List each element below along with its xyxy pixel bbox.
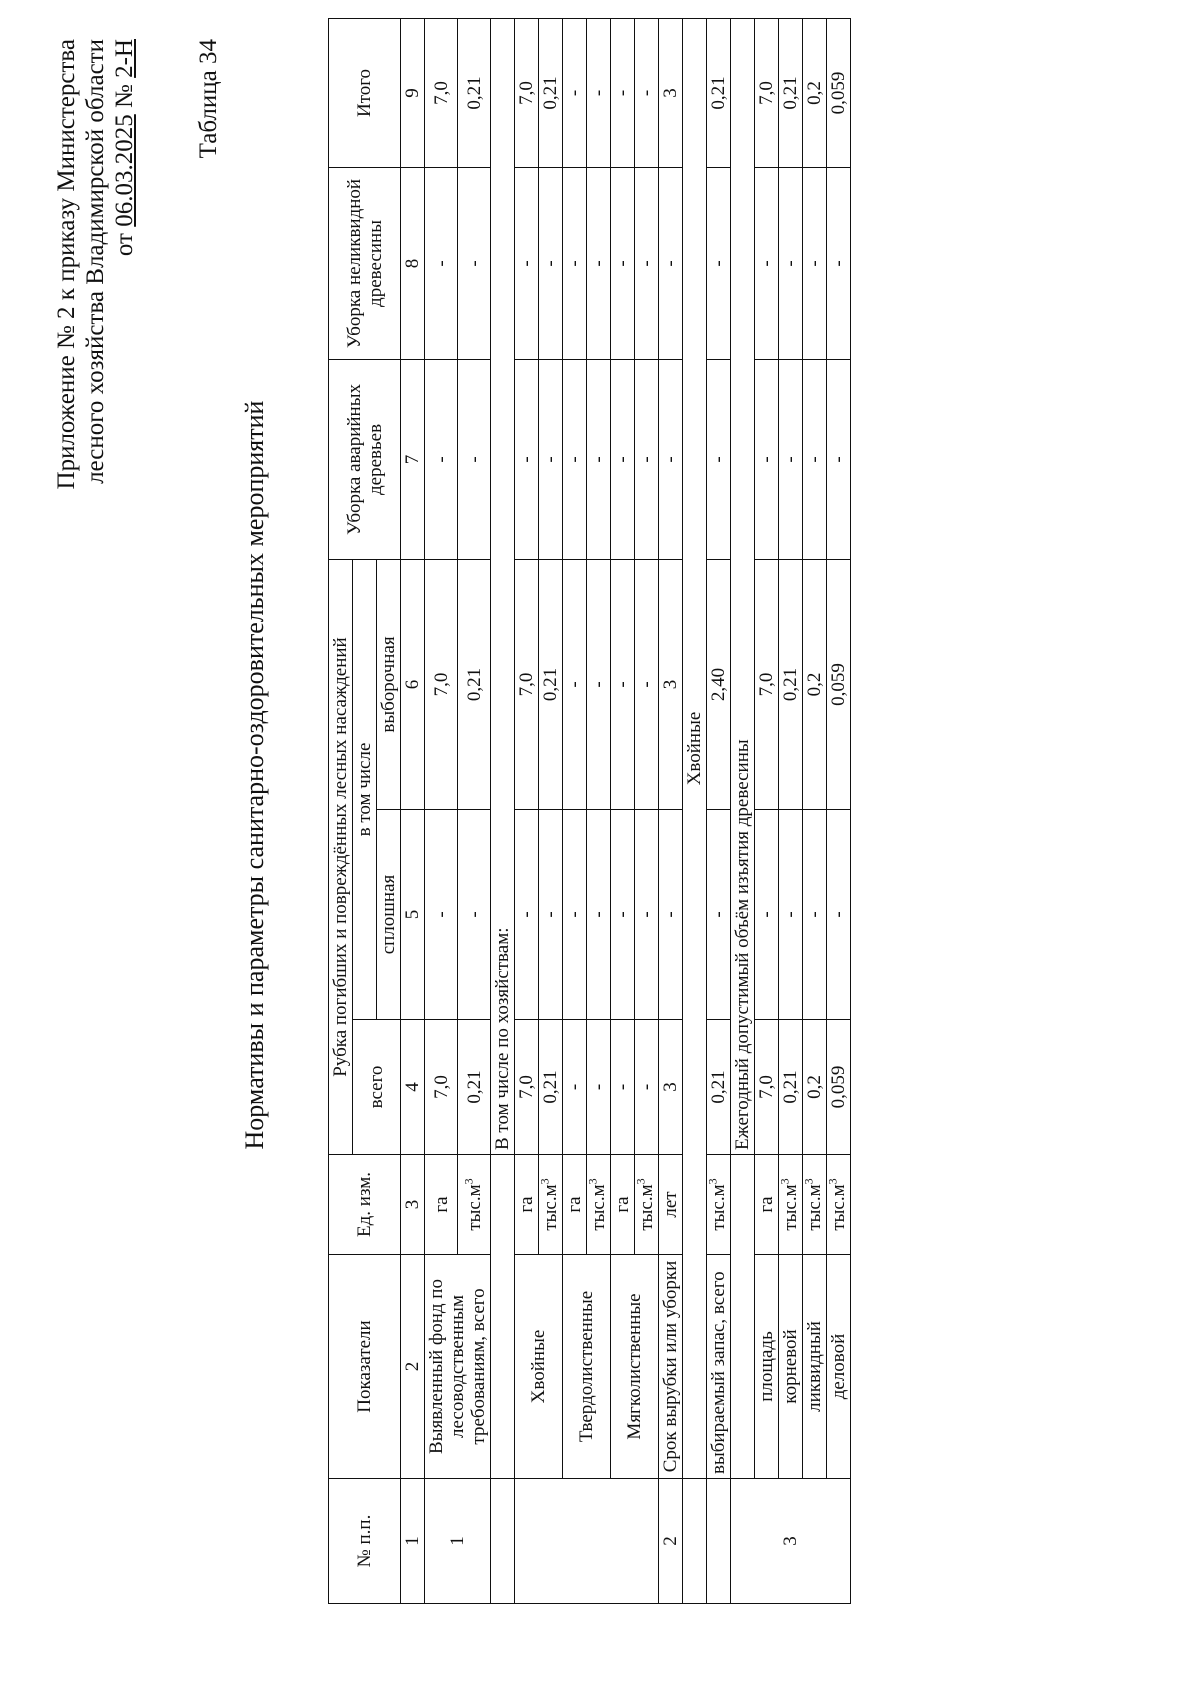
value-cell: 7,0 [425,559,458,809]
value-cell: 0,21 [707,18,731,167]
value-cell: 3 [659,1020,683,1155]
value-cell: - [425,810,458,1020]
unit-text: тыс.м [463,1184,485,1231]
value-cell: - [458,167,491,359]
section-label: Ежегодный допустимый объём изъятия древесины [731,18,755,1154]
idx-cell: 6 [401,559,425,809]
value-cell: - [611,167,635,359]
row-name: выбираемый запас, всего [707,1255,731,1479]
value-cell: - [515,167,539,359]
section-row [491,18,515,1603]
value-cell: 0,059 [827,18,851,167]
unit-text: тыс.м [708,1184,729,1231]
value-cell: - [515,359,539,559]
value-cell: - [635,18,659,167]
table-header [329,18,425,1603]
table-row [707,18,731,1603]
empty-cell [731,1155,755,1479]
value-cell: 0,21 [458,559,491,809]
idx-cell: 5 [401,810,425,1020]
row-name: Хвойные [515,1255,563,1479]
unit-text: тыс.м [540,1184,561,1231]
row-name: деловой [827,1255,851,1479]
section-label: В том числе по хозяйствам: [491,18,515,1154]
value-cell: - [539,810,563,1020]
table-row [827,18,851,1603]
unit-sup: 3 [825,1178,840,1185]
header-line-3 [110,39,139,539]
value-cell: - [659,359,683,559]
value-cell: 7,0 [755,18,779,167]
document-title: Нормативы и параметры санитарно-оздоровительных мероприятий [240,400,269,1150]
unit-sup: 3 [801,1178,816,1185]
row-num: 3 [731,1479,851,1604]
value-cell: - [803,359,827,559]
unit-cell [587,1155,611,1255]
unit-cell [779,1155,803,1255]
value-cell: - [827,359,851,559]
unit-sup: 3 [537,1178,552,1185]
row-num: 2 [659,1479,683,1604]
unit-text: тыс.м [828,1184,849,1231]
row-num [707,1479,731,1604]
value-cell: 7,0 [515,1020,539,1155]
row-name: корневой [779,1255,803,1479]
value-cell: - [611,1020,635,1155]
value-cell: 0,2 [803,559,827,809]
value-cell: 7,0 [755,1020,779,1155]
col-num-header: № п.п. [329,1479,401,1604]
value-cell: - [755,167,779,359]
value-cell: - [659,167,683,359]
unit-cell [458,1155,491,1255]
value-cell: 0,21 [707,1020,731,1155]
value-cell: - [611,359,635,559]
value-cell: - [635,1020,659,1155]
table-number: Таблица 34 [195,39,222,159]
value-cell: - [563,167,587,359]
value-cell: - [587,810,611,1020]
table-row [803,18,827,1603]
table-row [611,18,635,1603]
value-cell: - [635,359,659,559]
value-cell: 3 [659,559,683,809]
value-cell: 0,21 [458,18,491,167]
value-cell: - [635,167,659,359]
value-cell: - [611,559,635,809]
table-row [425,18,458,1603]
table-row [515,18,539,1603]
value-cell: - [587,359,611,559]
value-cell: - [707,810,731,1020]
row-name: Выявленный фонд по лесоводственным требованиям, всего [425,1255,491,1479]
row-name: площадь [755,1255,779,1479]
idx-cell: 9 [401,18,425,167]
row-num [491,1479,515,1604]
row-num [515,1479,659,1604]
header-line-2: лесного хозяйства Владимирской области [82,39,109,484]
unit-cell: га [425,1155,458,1255]
value-cell: 0,21 [539,18,563,167]
row-num [683,1479,707,1604]
from-label: от [111,233,138,257]
value-cell: - [587,1020,611,1155]
value-cell: - [635,810,659,1020]
value-cell: 0,059 [827,1020,851,1155]
value-cell: - [707,359,731,559]
row-name: ликвидный [803,1255,827,1479]
value-cell: - [563,18,587,167]
value-cell: - [611,18,635,167]
value-cell: 0,21 [539,1020,563,1155]
unit-sup: 3 [705,1178,720,1185]
idx-cell: 4 [401,1020,425,1155]
unit-sup: 3 [461,1178,476,1185]
col-clear-header: сплошная [377,810,401,1020]
header-line-1: Приложение № 2 к приказу Министерства [53,39,80,490]
unit-sup: 3 [585,1178,600,1185]
value-cell: - [779,167,803,359]
col-felling-header: Рубка погибших и повреждённых лесных насаждений [329,559,353,1154]
unit-sup: 3 [777,1178,792,1185]
value-cell: - [425,167,458,359]
value-cell: 7,0 [425,18,458,167]
row-name: Твердолиственные [563,1255,611,1479]
value-cell: 7,0 [425,1020,458,1155]
idx-cell: 3 [401,1155,425,1255]
unit-cell [707,1155,731,1255]
value-cell: 0,21 [779,1020,803,1155]
value-cell: 0,21 [779,18,803,167]
unit-text: тыс.м [804,1184,825,1231]
col-total-sum-header: Итого [329,18,401,167]
table-row [563,18,587,1603]
column-index-row [401,18,425,1603]
col-including-header: в том числе [353,559,377,1019]
col-total-header: всего [353,1020,401,1155]
value-cell: 2,40 [707,559,731,809]
col-emergency-header: Уборка аварийных деревьев [329,359,401,559]
idx-cell: 8 [401,167,425,359]
value-cell: - [515,810,539,1020]
unit-cell [539,1155,563,1255]
value-cell: 0,059 [827,559,851,809]
value-cell: - [458,359,491,559]
unit-text: тыс.м [636,1184,657,1231]
table-row [779,18,803,1603]
value-cell: - [755,359,779,559]
value-cell: - [779,359,803,559]
section-row [683,18,707,1603]
value-cell: - [458,810,491,1020]
unit-text: тыс.м [588,1184,609,1231]
col-indicator-header: Показатели [329,1255,401,1479]
value-cell: - [563,1020,587,1155]
col-unit-header: Ед. изм. [329,1155,401,1255]
unit-text: тыс.м [780,1184,801,1231]
unit-cell: га [611,1155,635,1255]
section-row [731,18,755,1603]
value-cell: - [707,167,731,359]
value-cell: 0,21 [539,559,563,809]
table-body [425,18,851,1603]
value-cell: 0,21 [458,1020,491,1155]
col-selective-header: выборочная [377,559,401,809]
unit-cell [827,1155,851,1255]
row-num: 1 [425,1479,491,1604]
unit-cell: га [755,1155,779,1255]
value-cell: - [755,810,779,1020]
unit-cell: га [515,1155,539,1255]
value-cell: - [779,810,803,1020]
value-cell: - [563,559,587,809]
value-cell: 0,2 [803,18,827,167]
unit-cell [803,1155,827,1255]
table-row [659,18,683,1603]
value-cell: - [539,167,563,359]
row-name: Мягколиственные [611,1255,659,1479]
value-cell: - [587,559,611,809]
value-cell: - [563,810,587,1020]
value-cell: 0,2 [803,1020,827,1155]
idx-cell: 7 [401,359,425,559]
value-cell: - [539,359,563,559]
value-cell: 7,0 [515,18,539,167]
order-number: 2-Н [111,39,138,78]
section-label: Хвойные [683,18,707,1478]
value-cell: 3 [659,18,683,167]
value-cell: 7,0 [755,559,779,809]
row-name: Срок вырубки или уборки [659,1255,683,1479]
idx-cell: 2 [401,1255,425,1479]
value-cell: 0,21 [779,559,803,809]
value-cell: - [635,559,659,809]
unit-sup: 3 [633,1178,648,1185]
number-label: № [111,84,138,108]
appendix-header [52,39,139,539]
value-cell: - [563,359,587,559]
order-date: 06.03.2025 [111,114,138,227]
value-cell: - [659,810,683,1020]
empty-cell [491,1155,515,1479]
col-illiquid-header: Уборка неликвидной древесины [329,167,401,359]
value-cell: - [587,18,611,167]
unit-cell: лет [659,1155,683,1255]
sanitary-measures-table [328,18,851,1604]
unit-cell: га [563,1155,587,1255]
value-cell: - [827,167,851,359]
value-cell: - [803,810,827,1020]
table-row [755,18,779,1603]
value-cell: 7,0 [515,559,539,809]
value-cell: - [611,810,635,1020]
value-cell: - [425,359,458,559]
unit-cell [635,1155,659,1255]
value-cell: - [827,810,851,1020]
idx-cell: 1 [401,1479,425,1604]
value-cell: - [587,167,611,359]
value-cell: - [803,167,827,359]
